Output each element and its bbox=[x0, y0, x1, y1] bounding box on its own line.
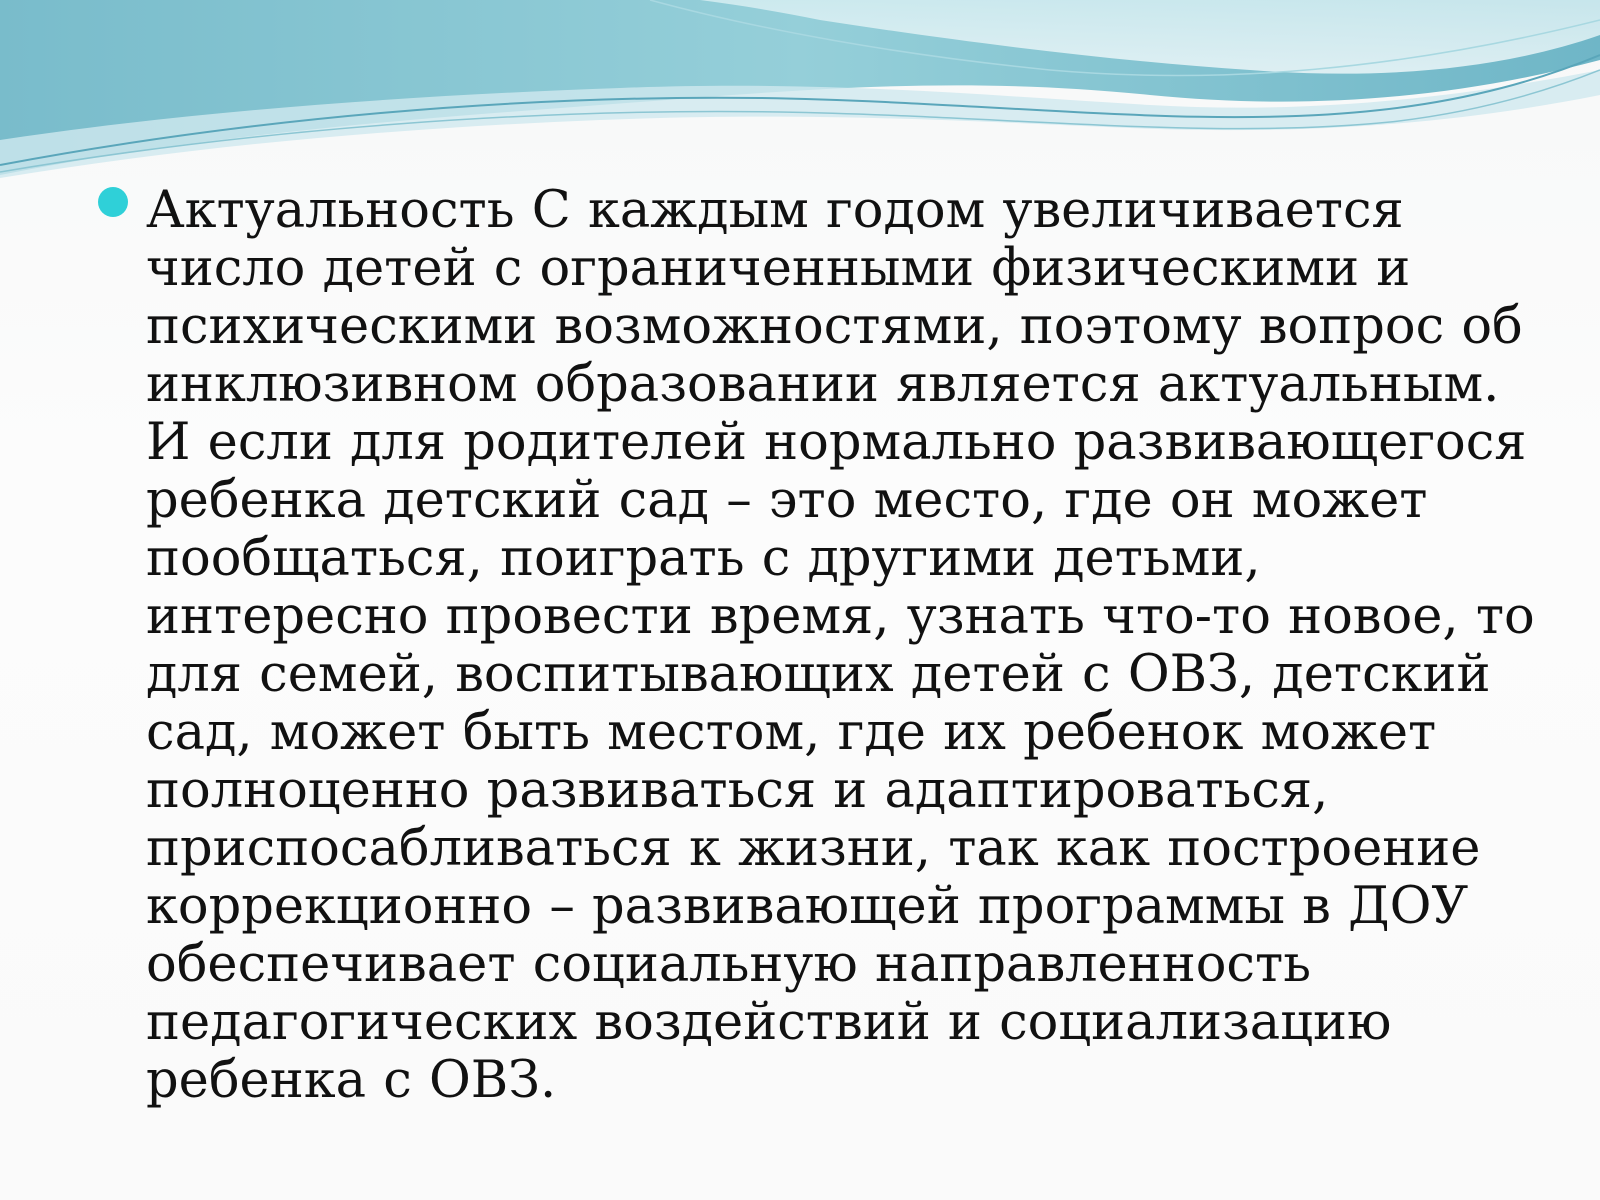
bullet-marker bbox=[98, 187, 128, 217]
bullet-text: Актуальность С каждым годом увеличивается число детей с ограниченными физическими и психическими возможностями, поэтому вопрос об инклюзивном образовании является актуальным. И если для родителей нормально развивающегося ребенка детский сад – это место, где он может пообщаться, поиграть с другими детьми, интересно провести время, узнать что-то новое, то для семей, воспитывающих детей с ОВЗ, детский сад, может быть местом, где их ребенок может полноценно развиваться и адаптироваться, приспосабливаться к жизни, так как построение коррекционно – развивающей программы в ДОУ обеспечивает социальную направленность педагогических воздействий и социализацию ребенка с ОВЗ. bbox=[146, 181, 1535, 1110]
wave-header-decoration bbox=[0, 0, 1600, 200]
